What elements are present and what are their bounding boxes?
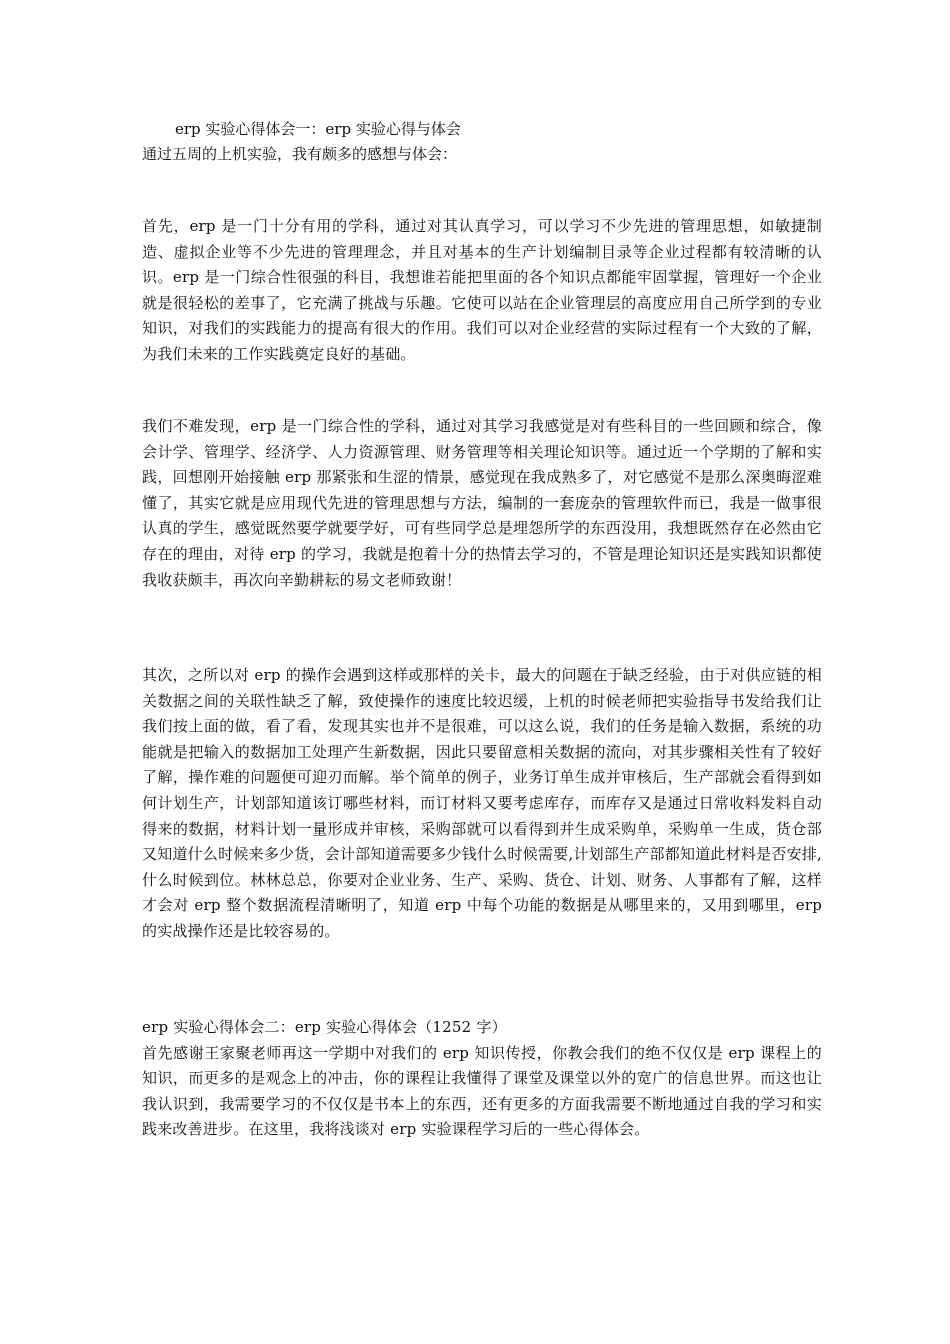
paragraph-text: 其次，之所以对 erp 的操作会遇到这样或那样的关卡，最大的问题在于缺乏经验，由于对供应链的相关数据之间的关联性缺乏了解，致使操作的速度比较迟缓，上机的时候老师把实验指导书发给我们让我们按上面的做，看了看，发现其实也并不是很难，可以这么说，我们的任务是输入数据，系统的功能就是把输入的数据加工处理产生新数据，因此只要留意相关数据的流向，对其步骤相关性有了较好了解，操作难的问题便可迎刃而解。举个简单的例子，业务订单生成并审核后，生产部就会看得到如何计划生产，计划部知道该订哪些材料，而订材料又要考虑库存，而库存又是通过日常收料发料自动得来的数据，材料计划一量形成并审核，采购部就可以看得到并生成采购单，采购单一生成，货仓部又知道什么时候来多少货，会计部知道需要多少钱什么时候需要,计划部生产部都知道此材料是否安排,什么时候到位。林林总总，你要对企业业务、生产、采购、货仓、计划、财务、人事都有了解，这样才会对 erp 整个数据流程清晰明了，知道 erp 中每个功能的数据是从哪里来的，又用到哪里，erp 的实战操作还是比较容易的。 bbox=[142, 666, 822, 940]
section-2-paragraph: 首先感谢王家聚老师再这一学期中对我们的 erp 知识传授，你教会我们的绝不仅仅是 erp 课程上的知识，而更多的是观念上的冲击，你的课程让我懂得了课堂及课堂以外的宽广的信息世界。而这也让我认识到，我需要学习的不仅仅是书本上的东西，还有更多的方面我需要不断地通过自我的学习和实践来改善进步。在这里，我将浅谈对 erp 实验课程学习后的一些心得体会。 bbox=[142, 1043, 822, 1139]
intro-line: 通过五周的上机实验，我有颇多的感想与体会： bbox=[142, 145, 458, 163]
paragraph-text: 我们不难发现，erp 是一门综合性的学科，通过对其学习我感觉是对有些科目的一些回顾和综合，像会计学、管理学、经济学、人力资源管理、财务管理等相关理论知识等。通过近一个学期的了解和实践，回想刚开始接触 erp 那紧张和生涩的情景，感觉现在我成熟多了，对它感觉不是那么深奥晦涩难懂了，其实它就是应用现代先进的管理思想与方法，编制的一套庞杂的管理软件而已，我是一做事很认真的学生，感觉既然要学就要学好，可有些同学总是埋怨所学的东西没用，我想既然存在必然由它存在的理由，对待 erp 的学习，我就是抱着十分的热情去学习的，不管是理论知识还是实践知识都使我收获颇丰，再次向辛勤耕耘的易文老师致谢！ bbox=[142, 417, 822, 589]
paragraph-1 bbox=[142, 214, 822, 368]
paragraph-text: 首先，erp 是一门十分有用的学科，通过对其认真学习，可以学习不少先进的管理思想，如敏捷制造、虚拟企业等不少先进的管理理念，并且对基本的生产计划编制目录等企业过程都有较清晰的认识。erp 是一门综合性很强的科目，我想谁若能把里面的各个知识点都能牢固掌握，管理好一个企业就是很轻松的差事了，它充满了挑战与乐趣。它使可以站在企业管理层的高度应用自己所学到的专业知识，对我们的实践能力的提高有很大的作用。我们可以对企业经营的实际过程有一个大致的了解，为我们未来的工作实践奠定良好的基础。 bbox=[142, 217, 822, 363]
document-title: erp 实验心得体会一：erp 实验心得与体会 bbox=[175, 120, 461, 138]
section-2-title: erp 实验心得体会二：erp 实验心得体会（1252 字） bbox=[142, 1018, 507, 1036]
paragraph-2 bbox=[142, 414, 822, 593]
section-2-title-block bbox=[142, 1015, 822, 1143]
paragraph-3 bbox=[142, 663, 822, 945]
